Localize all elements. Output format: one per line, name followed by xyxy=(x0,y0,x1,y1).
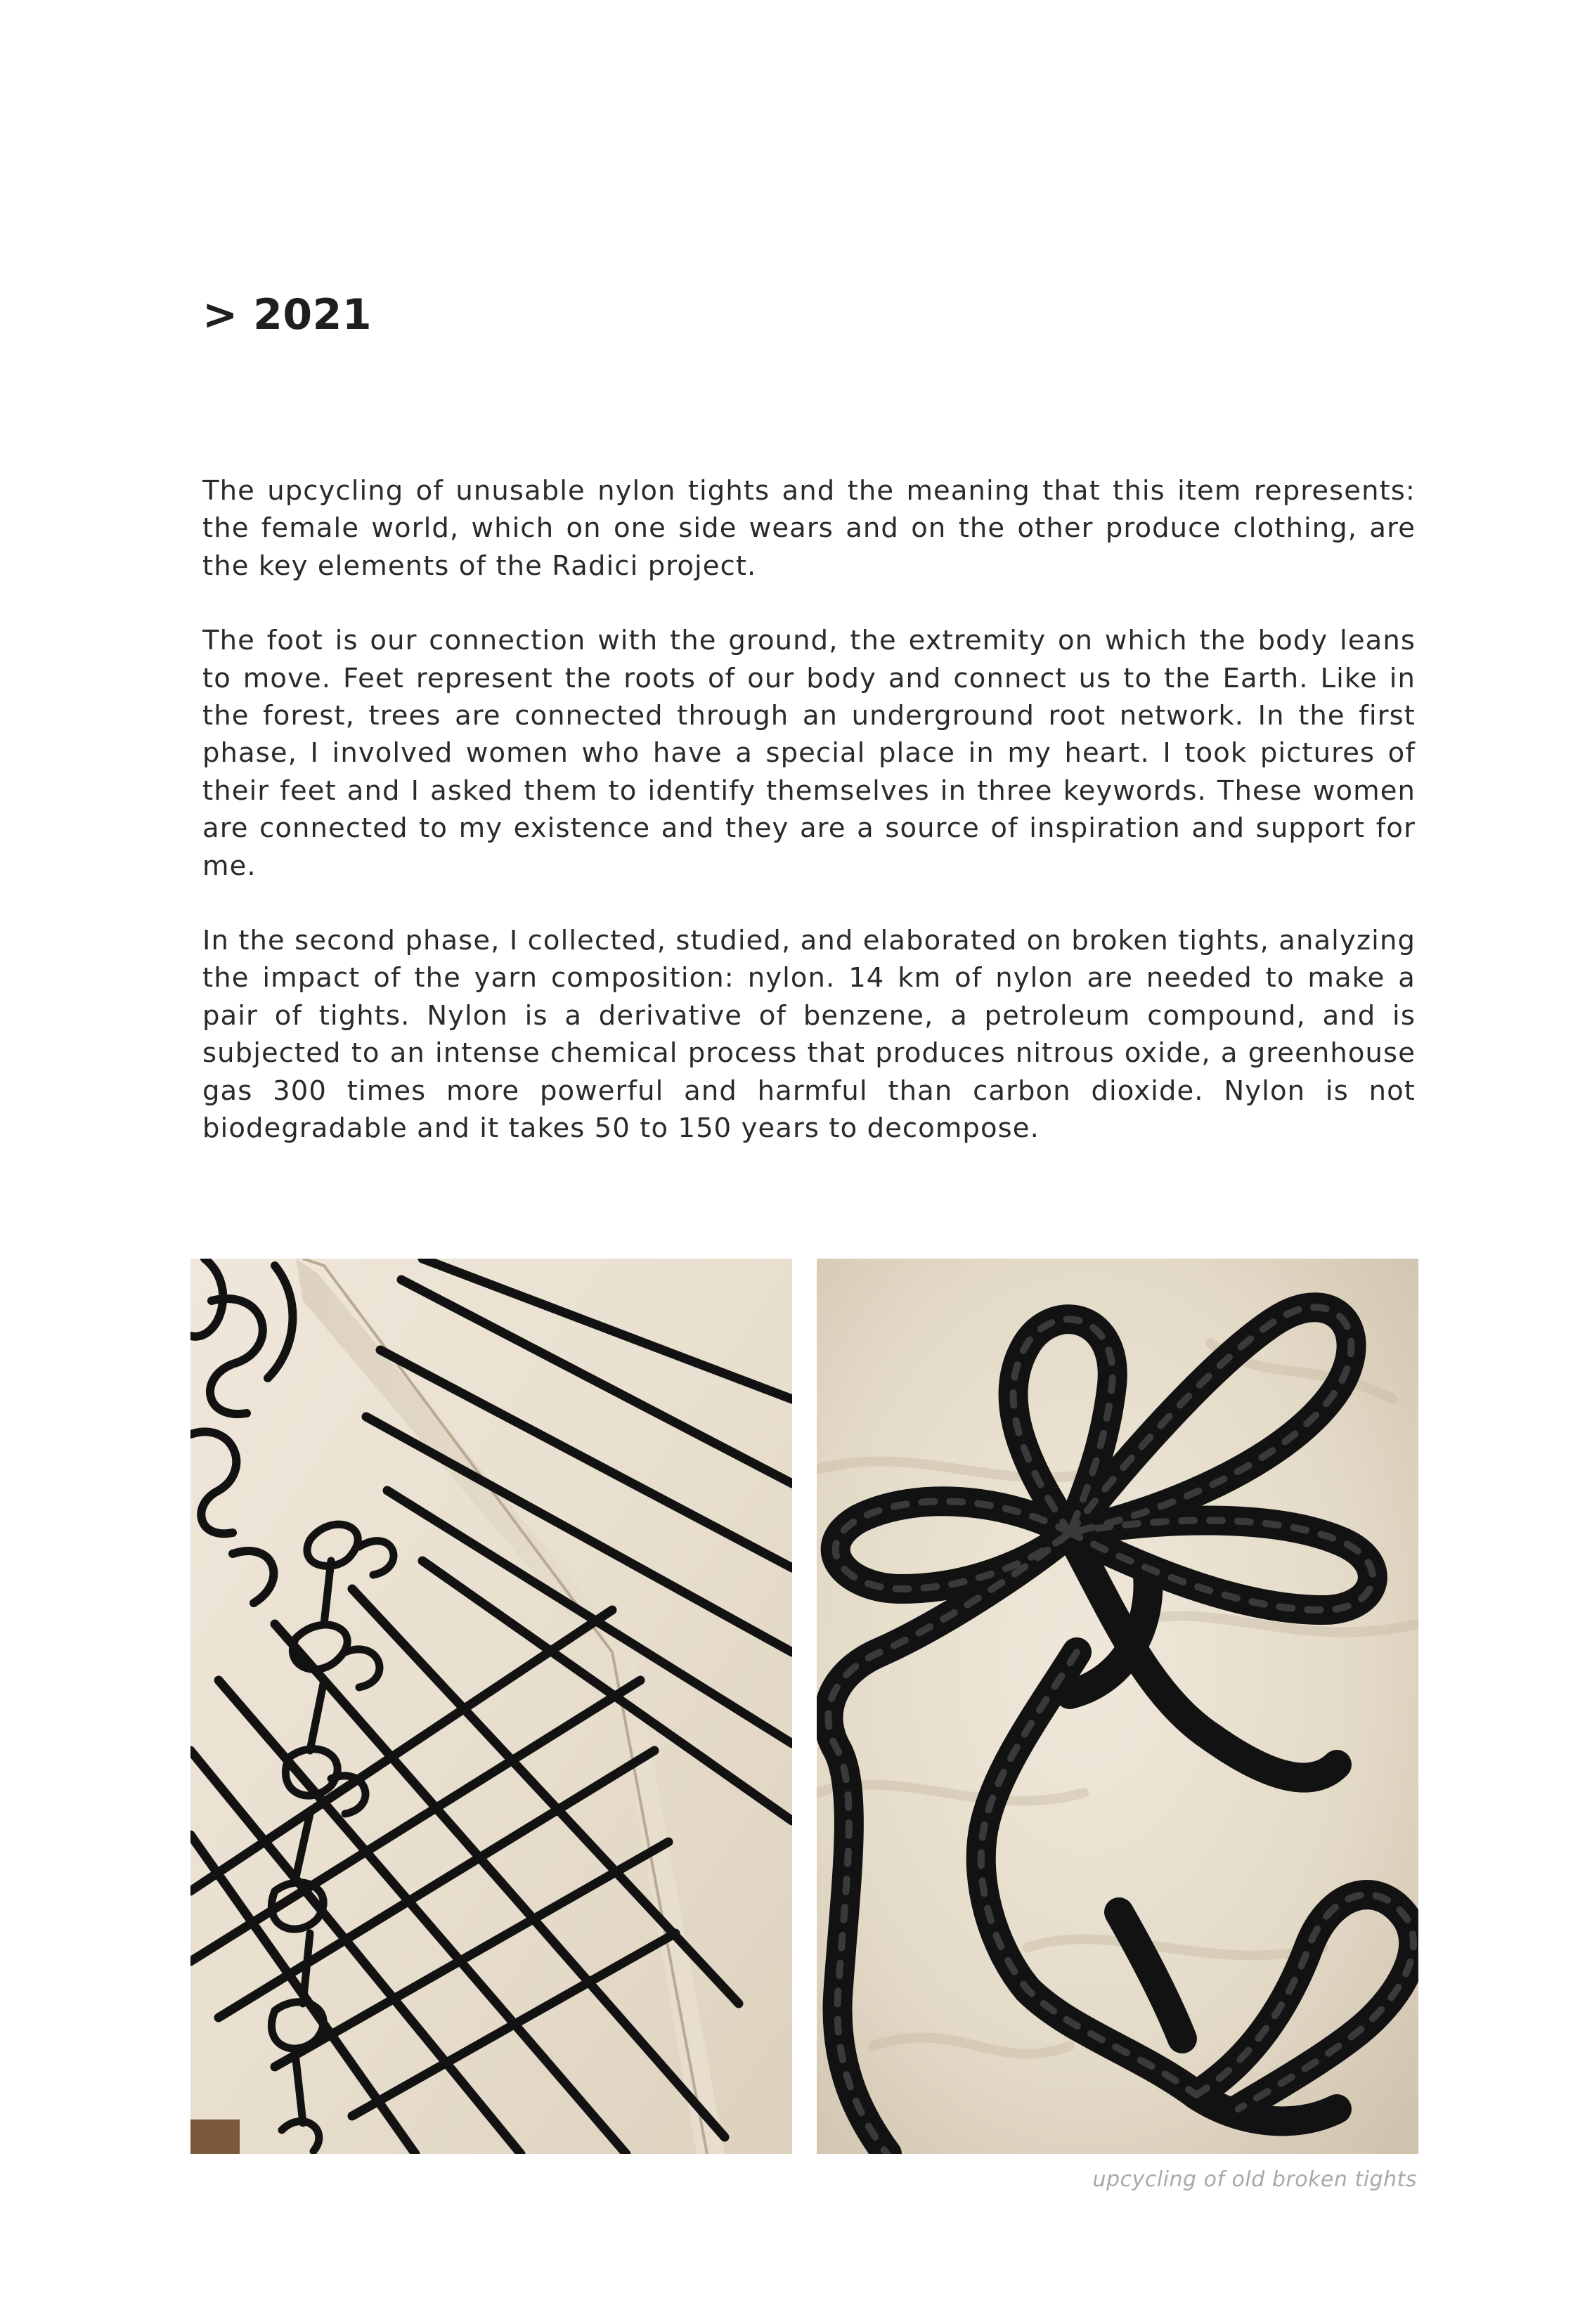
photo-cord-flower xyxy=(817,1259,1418,2154)
photo-caption: upcycling of old broken tights xyxy=(1092,2167,1417,2192)
photo-striped-fabric xyxy=(190,1259,792,2154)
paragraph-intro: The upcycling of unusable nylon tights and the meaning that this item represents: the female world, which on one side wears and on the other produce clothing, are the key elements of the Radici project. xyxy=(202,475,1416,582)
paragraph-foot: The foot is our connection with the ground, the extremity on which the body leans to move. Feet represent the roots of our body and connect us to the Earth. Like in the forest, trees are connected through an underground root network. In the first phase, I involved women who have a special place in my heart. I took pictures of their feet and I asked them to identify themselves in three keywords. These women are connected to my existence and they are a source of inspiration and support for me. xyxy=(202,625,1416,882)
paragraph-nylon: In the second phase, I collected, studied, and elaborated on broken tights, analyzing the impact of the yarn composition: nylon. 14 km of nylon are needed to make a pair of tights. Nylon is a derivative of benzene, a petroleum compound, and is subjected to an intense chemical process that produces nitrous oxide, a greenhouse gas 300 times more powerful and harmful than carbon dioxide. Nylon is not biodegradable and it takes 50 to 150 years to decompose. xyxy=(202,925,1416,1145)
body-text xyxy=(202,472,1416,1185)
page-heading: > 2021 xyxy=(202,290,373,339)
